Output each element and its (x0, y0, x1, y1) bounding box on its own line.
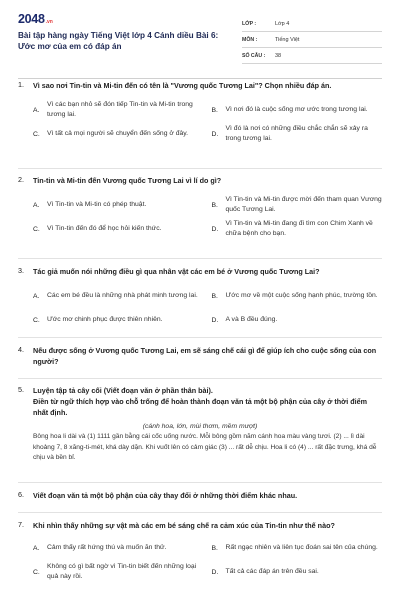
option-letter: A. (33, 292, 40, 300)
page-header (18, 12, 382, 64)
question-text: Tin-tin và Mi-tin đến Vương quốc Tương Lai vì lí do gì? (33, 176, 222, 185)
question-text: Viết đoạn văn tả một bộ phận của cây thay đổi ở những thời điểm khác nhau. (33, 491, 298, 500)
question-separator (18, 512, 382, 513)
option-letter: B. (211, 201, 218, 209)
option-b[interactable] (212, 193, 383, 217)
option-text: Vì Tin-tin và Mi-tin đang đi tìm con Chim Xanh về chữa bệnh cho bạn. (225, 220, 373, 237)
meta-label: SỐ CÂU : (242, 52, 266, 59)
word-bank: (cánh hoa, lớn, mùi thơm, mềm mượt) (142, 423, 258, 430)
option-text: Vì tất cả mọi người sẽ chuyển đến sống ở đây. (47, 130, 189, 137)
meta-row-class (242, 16, 382, 32)
meta-label: MÔN : (242, 36, 258, 43)
option-text: Vì các bạn nhỏ sẽ đón tiếp Tin-tin và Mi-tin trong tương lai. (47, 101, 193, 118)
meta-value: Tiếng Việt (275, 36, 300, 43)
question-number: 1. (18, 80, 24, 89)
document-title: Bài tập hàng ngày Tiếng Việt lớp 4 Cánh diều Bài 6: Ước mơ của em có đáp án (18, 31, 219, 51)
option-letter: C. (33, 568, 40, 576)
option-b[interactable] (212, 284, 383, 308)
fill-in-passage: Bông hoa li dài và (1) 1111 gần bằng cái cốc uống nước. Mỗi bông gồm năm cánh hoa màu vàng tươi. (2) ... lì dài khoảng 7, 8 xăng-ti-mét, khá dày dặn. Khi vuốt lên có cảm giác (3) ... rất dễ chịu. Hoa li có (4) ... rất đặc trưng, khá dễ chịu và bền bỉ. (33, 433, 377, 461)
answer-options (33, 536, 382, 584)
option-letter: B. (211, 106, 218, 114)
question-number: 2. (18, 175, 24, 184)
question-1 (18, 80, 382, 146)
question-number: 6. (18, 490, 24, 499)
option-b[interactable] (212, 98, 383, 122)
option-text: Vì Tin-tin và Mi-tin có phép thuật. (47, 201, 147, 208)
question-instruction: Điền từ ngữ thích hợp vào chỗ trống để hoàn thành đoạn văn tả một bộ phận của cây ở thời điểm nhất định. (33, 397, 368, 417)
option-text: Vì Tin-tin đến đó để học hỏi kiến thức. (47, 225, 162, 232)
question-3 (18, 266, 382, 332)
option-letter: C. (33, 316, 40, 324)
option-text: Vì đó là nơi có những điều chắc chắn sẽ xảy ra trong tương lai. (225, 125, 368, 142)
logo-text: 2048 (18, 12, 45, 26)
answer-options (33, 98, 382, 146)
option-letter: B. (211, 292, 218, 300)
option-text: Ước mơ chinh phục được thiên nhiên. (47, 316, 163, 323)
question-number: 7. (18, 520, 24, 529)
meta-label: LỚP : (242, 20, 257, 27)
option-letter: D. (211, 568, 219, 576)
option-d[interactable] (212, 122, 383, 146)
meta-row-subject (242, 32, 382, 48)
question-5 (18, 385, 382, 464)
option-c[interactable] (33, 560, 204, 584)
option-c[interactable] (33, 217, 204, 241)
option-letter: C. (33, 225, 40, 233)
question-number: 3. (18, 266, 24, 275)
option-a[interactable] (33, 98, 204, 122)
option-text: A và B đều đúng. (225, 316, 278, 323)
option-d[interactable] (212, 217, 383, 241)
option-letter: B. (211, 544, 218, 552)
question-2 (18, 175, 382, 241)
question-4 (18, 345, 382, 367)
question-separator (18, 258, 382, 259)
option-text: Vì Tin-tin và Mi-tin được mời đến tham quan Vương quốc Tương Lai. (225, 196, 382, 213)
option-letter: C. (33, 130, 40, 138)
question-text: Tác giả muốn nói những điều gì qua nhân vật các em bé ở Vương quốc Tương Lai? (33, 267, 320, 276)
option-text: Rất ngạc nhiên và liên tục đoán sai tên của chúng. (225, 544, 378, 551)
question-separator (18, 378, 382, 379)
question-number: 5. (18, 385, 24, 394)
option-text: Vì nơi đó là cuộc sống mơ ước trong tương lai. (225, 106, 368, 113)
question-number: 4. (18, 345, 24, 354)
option-c[interactable] (33, 308, 204, 332)
option-letter: D. (211, 316, 219, 324)
question-text: Vì sao nơi Tin-tin và Mi-tin đến có tên là "Vương quốc Tương Lai"? Chọn nhiều đáp án. (33, 81, 332, 90)
option-d[interactable] (212, 308, 383, 332)
question-separator (18, 482, 382, 483)
option-a[interactable] (33, 193, 204, 217)
option-text: Cảm thấy rất hứng thú và muốn ăn thử. (47, 544, 167, 551)
question-text: Khi nhìn thấy những sự vật mà các em bé sáng chế ra cảm xúc của Tin-tin như thế nào? (33, 521, 335, 530)
meta-value: 38 (275, 52, 282, 59)
question-text: Luyện tập tả cây cối (Viết đoạn văn ở phần thân bài). (33, 386, 213, 395)
option-letter: A. (33, 201, 40, 209)
option-letter: D. (211, 130, 219, 138)
logo-suffix: .vn (45, 19, 53, 25)
meta-value: Lớp 4 (275, 20, 290, 27)
answer-options (33, 284, 382, 332)
question-7 (18, 520, 382, 584)
option-text: Các em bé đều là những nhà phát minh tương lai. (47, 292, 198, 299)
answer-options (33, 193, 382, 241)
question-separator (18, 168, 382, 169)
question-text: Nếu được sống ở Vương quốc Tương Lai, em sẽ sáng chế cái gì để giúp ích cho cuộc sống của con người? (33, 346, 377, 366)
meta-row-count (242, 48, 382, 64)
meta-table (242, 16, 382, 64)
option-c[interactable] (33, 122, 204, 146)
option-text: Tất cả các đáp án trên đều sai. (225, 568, 319, 575)
option-text: Không có gì bất ngờ vì Tin-tin biết đến những loại quả này rồi. (47, 563, 197, 580)
option-text: Ước mơ về một cuộc sống hạnh phúc, trường tồn. (225, 292, 378, 299)
question-separator (18, 337, 382, 338)
option-a[interactable] (33, 536, 204, 560)
option-letter: A. (33, 106, 40, 114)
site-logo[interactable] (18, 12, 228, 26)
question-6 (18, 490, 382, 501)
option-b[interactable] (212, 536, 383, 560)
option-d[interactable] (212, 560, 383, 584)
option-letter: A. (33, 544, 40, 552)
header-left (18, 12, 228, 52)
option-a[interactable] (33, 284, 204, 308)
header-divider (18, 78, 382, 79)
option-letter: D. (211, 225, 219, 233)
